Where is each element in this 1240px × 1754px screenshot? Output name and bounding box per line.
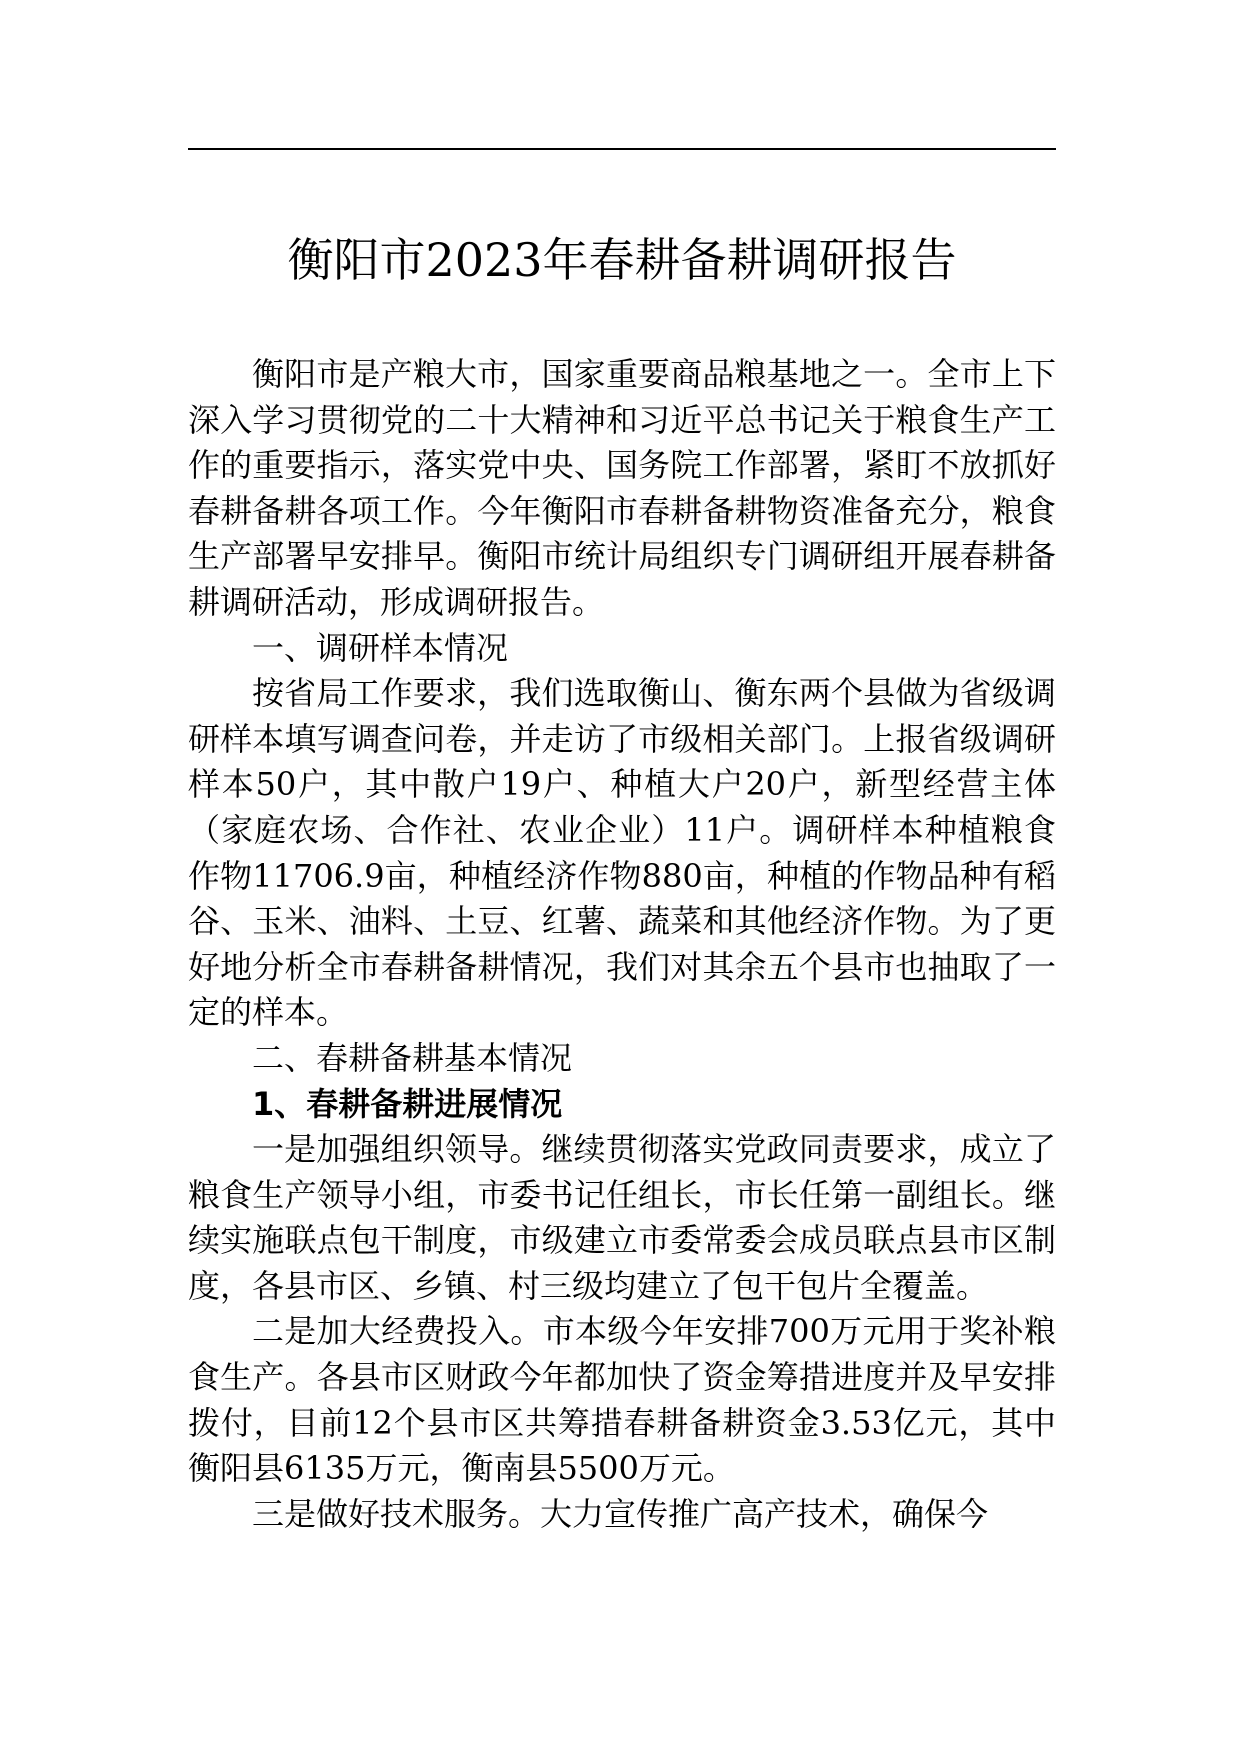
section-heading-basic: 二、春耕备耕基本情况	[252, 1038, 573, 1077]
subsection-heading-progress: 1、春耕备耕进展情况	[252, 1084, 563, 1123]
header-rule	[188, 148, 1056, 150]
section-heading-sample: 一、调研样本情况	[252, 628, 509, 667]
document-body	[188, 352, 1056, 1537]
technical-service-paragraph: 三是做好技术服务。大力宣传推广高产技术，确保今	[252, 1494, 989, 1533]
sample-paragraph: 按省局工作要求，我们选取衡山、衡东两个县做为省级调研样本填写调查问卷，并走访了市级相关部门。上报省级调研样本50户，其中散户19户、种植大户20户，新型经营主体（家庭农场、合作社、农业企业）11户。调研样本种植粮食作物11706.9亩，种植经济作物880亩，种植的作物品种有稻谷、玉米、油料、土豆、红薯、蔬菜和其他经济作物。为了更好地分析全市春耕备耕情况，我们对其余五个县市也抽取了一定的样本。	[188, 674, 1056, 1032]
funding-paragraph: 二是加大经费投入。市本级今年安排700万元用于奖补粮食生产。各县市区财政今年都加快了资金筹措进度并及早安排拨付，目前12个县市区共筹措春耕备耕资金3.53亿元，其中衡阳县6135万元，衡南县5500万元。	[188, 1312, 1056, 1488]
organization-paragraph: 一是加强组织领导。继续贯彻落实党政同责要求，成立了粮食生产领导小组，市委书记任组长，市长任第一副组长。继续实施联点包干制度，市级建立市委常委会成员联点县市区制度，各县市区、乡镇、村三级均建立了包干包片全覆盖。	[188, 1130, 1056, 1305]
intro-paragraph: 衡阳市是产粮大市，国家重要商品粮基地之一。全市上下深入学习贯彻党的二十大精神和习近平总书记关于粮食生产工作的重要指示，落实党中央、国务院工作部署，紧盯不放抓好春耕备耕各项工作。今年衡阳市春耕备耕物资准备充分，粮食生产部署早安排早。衡阳市统计局组织专门调研组开展春耕备耕调研活动，形成调研报告。	[188, 355, 1056, 621]
document-title: 衡阳市2023年春耕备耕调研报告	[287, 233, 957, 287]
